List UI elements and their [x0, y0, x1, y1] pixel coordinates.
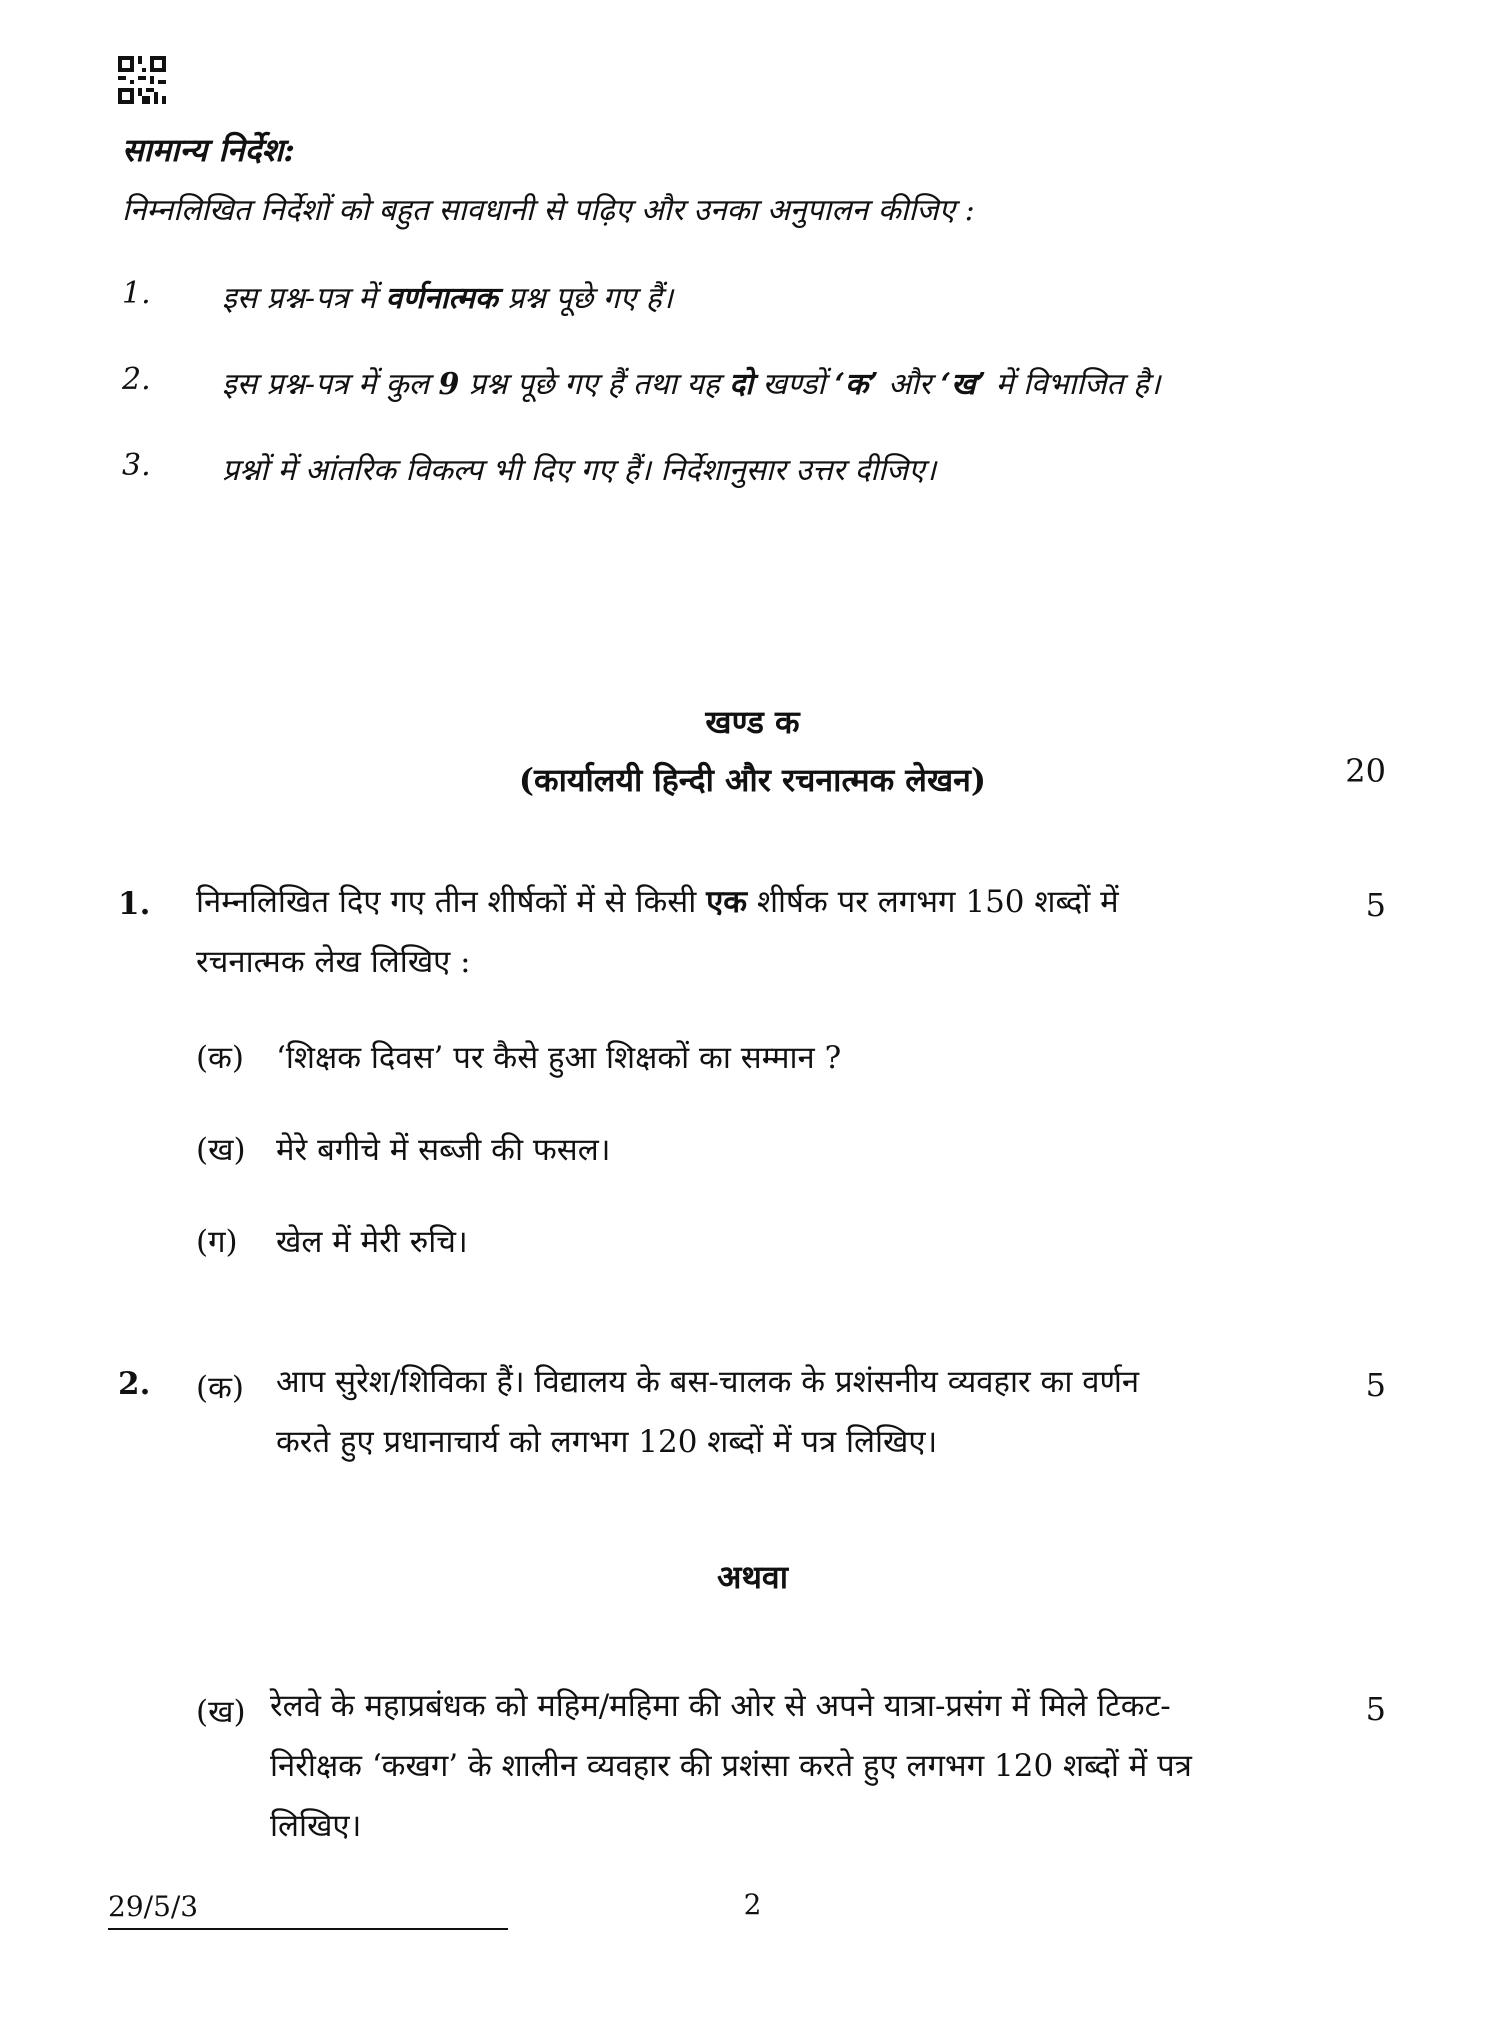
q2-part-a-text: आप सुरेश/शिविका हैं। विद्यालय के बस-चालक के प्रशंसनीय व्यवहार का वर्णन करते हुए प्रधानाचार्य को लगभग 120 शब्दों में पत्र लिखिए। [276, 1364, 1140, 1460]
q1-number: 1. [118, 886, 151, 922]
instruction-3-text: प्रश्नों में आंतरिक विकल्प भी दिए गए हैं। निर्देशानुसार उत्तर दीजिए। [222, 453, 937, 488]
section-title: खण्ड क [705, 703, 800, 741]
q2-part-b-label: (ख) [196, 1694, 246, 1730]
q2-part-b-marks: 5 [1365, 1690, 1386, 1728]
q1-option-b-label: (ख) [196, 1132, 246, 1168]
section-marks: 20 [1345, 752, 1386, 790]
instructions-intro: निम्नलिखित निर्देशों को बहुत सावधानी से पढ़िए और उनका अनुपालन कीजिए : [122, 193, 975, 228]
q1-option-b-text: मेरे बगीचे में सब्जी की फसल। [276, 1132, 611, 1168]
instruction-1-number: 1. [122, 276, 151, 311]
q2-part-a-marks: 5 [1365, 1366, 1386, 1404]
q1-option-c-text: खेल में मेरी रुचि। [276, 1224, 468, 1260]
q1-option-a-label: (क) [196, 1040, 244, 1076]
instruction-3-number: 3. [122, 448, 151, 483]
general-instructions-title: सामान्य निर्देश: [122, 131, 296, 169]
q2-part-a-label: (क) [196, 1370, 244, 1406]
footer-divider [108, 1928, 508, 1930]
q2-part-b-text: रेलवे के महाप्रबंधक को महिम/महिमा की ओर से अपने यात्रा-प्रसंग में मिले टिकट- निरीक्षक ‘कखग’ के शालीन व्यवहार की प्रशंसा करते हुए लगभग 120 शब्दों में पत्र लिखिए। [270, 1688, 1192, 1844]
instruction-1-text: इस प्रश्न-पत्र में वर्णनात्मक प्रश्न पूछे गए हैं। [222, 281, 674, 316]
qr-code-icon [118, 56, 166, 104]
section-subtitle: (कार्यालयी हिन्दी और रचनात्मक लेखन) [518, 761, 987, 799]
page-number: 2 [743, 1888, 762, 1921]
q2-number: 2. [118, 1366, 151, 1402]
q1-option-a-text: ‘शिक्षक दिवस’ पर कैसे हुआ शिक्षकों का सम्मान ? [276, 1040, 842, 1076]
instruction-2-text: इस प्रश्न-पत्र में कुल 9 प्रश्न पूछे गए हैं तथा यह दो खण्डों ‘क’ और ‘ख’ में विभाजित है। [222, 367, 1161, 402]
q1-text: निम्नलिखित दिए गए तीन शीर्षकों में से किसी एक शीर्षक पर लगभग 150 शब्दों में रचनात्मक लेख लिखिए : [196, 884, 1119, 980]
q1-option-c-label: (ग) [196, 1224, 238, 1260]
instruction-2-number: 2. [122, 362, 151, 397]
paper-code: 29/5/3 [108, 1890, 199, 1923]
or-separator: अथवा [717, 1558, 788, 1596]
q1-marks: 5 [1365, 886, 1386, 924]
